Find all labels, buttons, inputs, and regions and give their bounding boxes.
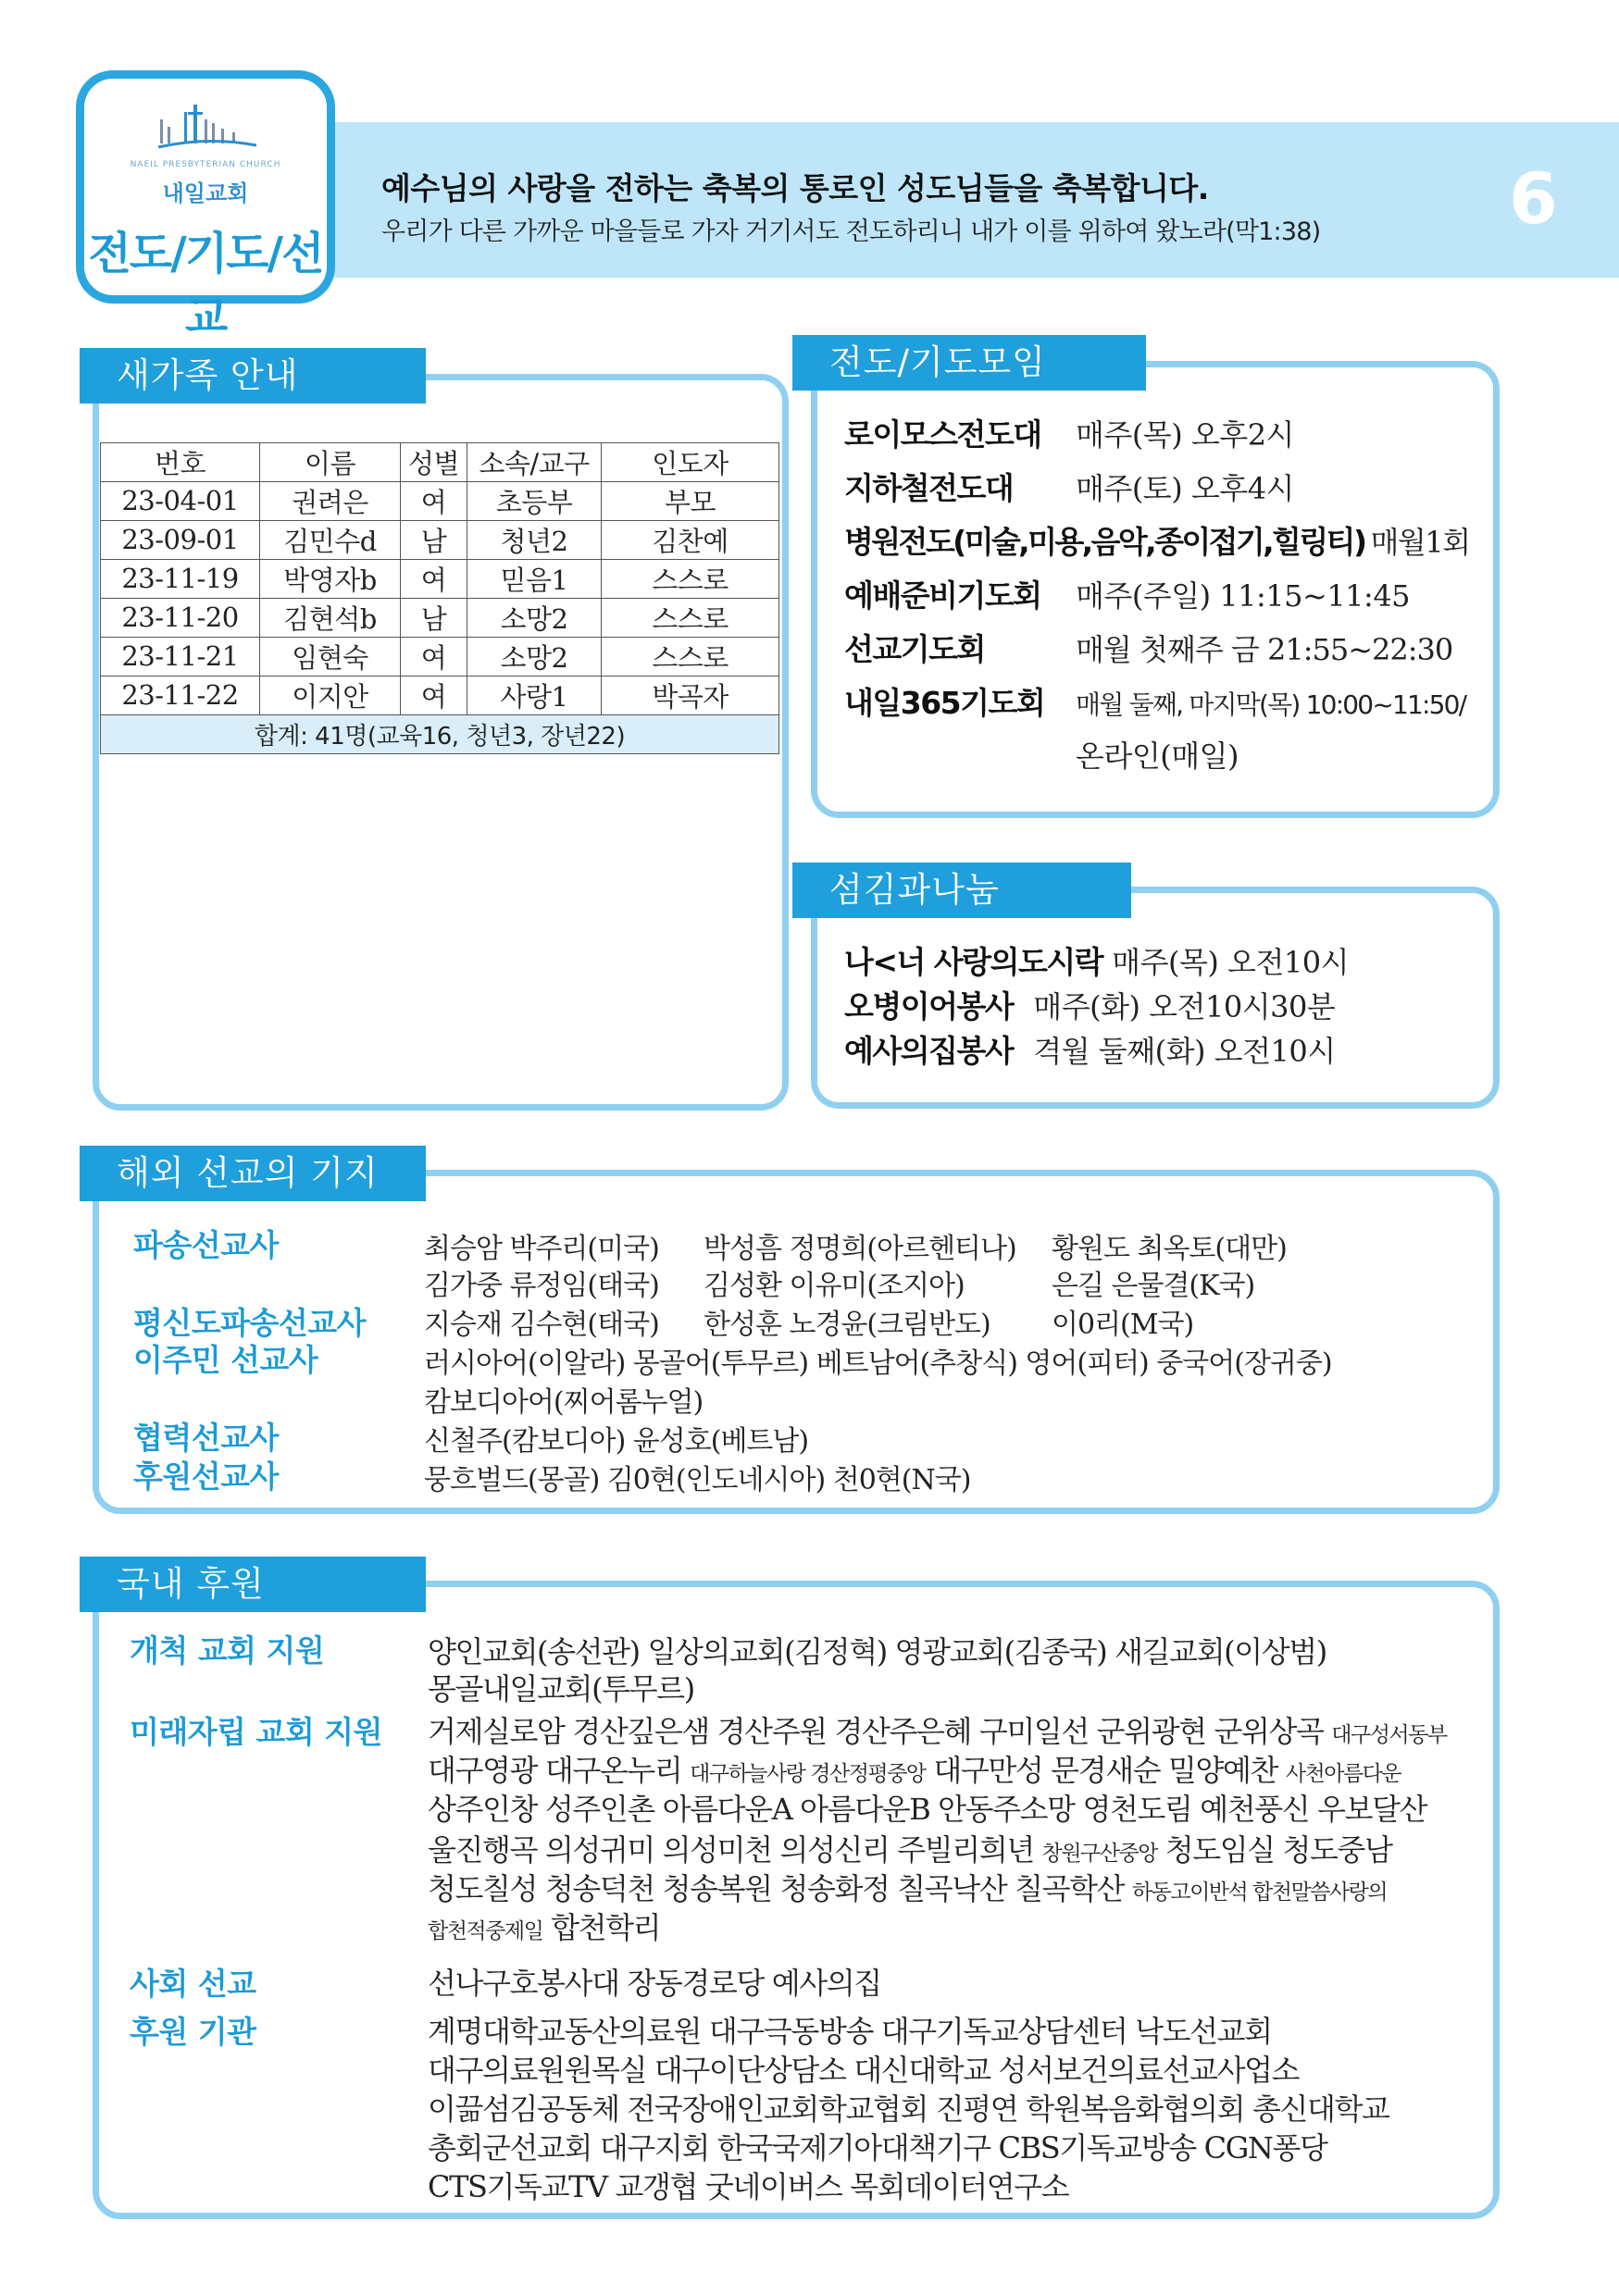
cell-number: 23-09-01: [101, 520, 260, 559]
domestic-tab: 국내 후원: [80, 1557, 426, 1612]
table-row: [101, 481, 779, 520]
missionary-entry: 김가중 류정임(태국): [424, 1270, 659, 1302]
cell-number: 23-11-21: [101, 637, 260, 676]
section-title: 전도/기도/선교: [88, 228, 323, 343]
evangelism-tab: 전도/기도모임: [792, 335, 1146, 391]
missionary-entry: 한성훈 노경윤(크림반도): [704, 1309, 990, 1341]
cell-name: 임현숙: [260, 637, 401, 676]
category-missionaries: 파송선교사: [133, 1227, 279, 1263]
cell-gender: 여: [401, 559, 467, 598]
col-name: 이름: [260, 442, 401, 481]
table-row: [101, 676, 779, 714]
cell-name: 김현석b: [260, 598, 401, 637]
church-logo-box: [76, 70, 335, 343]
cell-guide: 스스로: [602, 637, 779, 676]
header-verse: 우리가 다른 가까운 마을들로 가자 거기서도 전도하리니 내가 이를 위하여 왔노라(막1:38): [381, 217, 1321, 246]
category-lay-missionaries: 평신도파송선교사: [133, 1305, 367, 1341]
cell-number: 23-11-22: [101, 676, 260, 714]
table-row: [101, 520, 779, 559]
supported-missionary-line: 뭉흐벌드(몽골) 김0현(인도네시아) 천0현(N국): [424, 1464, 971, 1496]
partner-missionary-line: 신철주(캄보디아) 윤성호(베트남): [424, 1425, 809, 1458]
page-number: 6: [1509, 157, 1558, 240]
future-church-line: 합천적중제일 합천학리: [428, 1910, 661, 1945]
evangelism-item: 병원전도(미술,미용,음악,종이접기,힐링티) 매월1회: [844, 524, 1470, 560]
evangelism-item: 예배준비기도회 매주(주일) 11:15~11:45: [844, 577, 1411, 614]
missionary-entry: 은길 은물결(K국): [1052, 1270, 1255, 1302]
evangelism-item: 온라인(매일): [1076, 738, 1239, 774]
table-row: [101, 598, 779, 637]
missionary-entry: 김성환 이유미(조지아): [704, 1270, 965, 1302]
future-church-line: 상주인창 성주인촌 아름다운A 아름다운B 안동주소망 영천도림 예천풍신 우보달산: [428, 1792, 1427, 1827]
col-number: 번호: [101, 442, 260, 481]
category-supported-missionaries: 후원선교사: [133, 1458, 279, 1495]
missionary-entry: 이0리(M국): [1052, 1309, 1194, 1341]
category-migrant-missionaries: 이주민 선교사: [133, 1342, 318, 1378]
cell-group: 청년2: [467, 520, 602, 559]
table-total: 합계: 41명(교육16, 청년3, 장년22): [101, 714, 779, 753]
missionary-entry: 최승암 박주리(미국): [424, 1233, 659, 1265]
cell-guide: 김찬예: [602, 520, 779, 559]
cell-group: 소망2: [467, 637, 602, 676]
evangelism-item: 지하철전도대 매주(토) 오후4시: [844, 470, 1294, 506]
cell-group: 초등부: [467, 481, 602, 520]
new-family-table: [100, 435, 779, 754]
missionary-entry: 지승재 김수현(태국): [424, 1309, 659, 1341]
pioneer-line: 몽골내일교회(투무르): [428, 1671, 694, 1706]
support-org-line: 계명대학교동산의료원 대구극동방송 대구기독교상담센터 낙도선교회: [428, 2014, 1272, 2049]
future-church-line: 거제실로암 경산깊은샘 경산주원 경산주은혜 구미일선 군위광현 군위상곡 대구성서동부: [428, 1714, 1447, 1749]
future-church-line: 울진행곡 의성귀미 의성미천 의성신리 주빌리희년 창원구산중앙 청도임실 청도중남: [428, 1832, 1392, 1868]
cell-gender: 여: [401, 637, 467, 676]
cell-guide: 스스로: [602, 559, 779, 598]
church-logo-icon: [156, 99, 258, 155]
cell-gender: 여: [401, 481, 467, 520]
table-row: [101, 559, 779, 598]
cell-group: 믿음1: [467, 559, 602, 598]
cell-number: 23-11-19: [101, 559, 260, 598]
category-support-orgs: 후원 기관: [130, 2014, 256, 2050]
col-group: 소속/교구: [467, 442, 602, 481]
category-future-church: 미래자립 교회 지원: [130, 1714, 383, 1750]
cell-name: 이지안: [260, 676, 401, 714]
cell-guide: 스스로: [602, 598, 779, 637]
logo-name: 내일교회: [162, 180, 249, 206]
cell-gender: 여: [401, 676, 467, 714]
table-total-row: [101, 714, 779, 753]
cell-number: 23-04-01: [101, 481, 260, 520]
evangelism-item: 로이모스전도대 매주(목) 오후2시: [844, 416, 1294, 453]
table-row: [101, 637, 779, 676]
social-mission-line: 선나구호봉사대 장동경로당 예사의집: [428, 1966, 881, 2001]
support-org-line: 총회군선교회 대구지회 한국국제기아대책기구 CBS기독교방송 CGN퐁당: [428, 2130, 1327, 2166]
service-tab: 섬김과나눔: [792, 863, 1131, 918]
support-org-line: 이끎섬김공동체 전국장애인교회학교협회 진평연 학원복음화협의회 총신대학교: [428, 2091, 1389, 2127]
category-social-mission: 사회 선교: [130, 1966, 256, 2002]
cell-name: 박영자b: [260, 559, 401, 598]
cell-gender: 남: [401, 520, 467, 559]
migrant-missionary-line: 러시아어(이알라) 몽골어(투무르) 베트남어(추창식) 영어(피터) 중국어(장귀중): [424, 1347, 1332, 1380]
cell-name: 김민수d: [260, 520, 401, 559]
cell-gender: 남: [401, 598, 467, 637]
pioneer-line: 양인교회(송선관) 일상의교회(김정혁) 영광교회(김종국) 새길교회(이상범): [428, 1634, 1326, 1669]
cell-name: 권려은: [260, 481, 401, 520]
missionary-entry: 황원도 최옥토(대만): [1052, 1233, 1287, 1265]
support-org-line: CTS기독교TV 교갱협 굿네이버스 목회데이터연구소: [428, 2169, 1069, 2204]
cell-group: 사랑1: [467, 676, 602, 714]
cell-group: 소망2: [467, 598, 602, 637]
future-church-line: 대구영광 대구온누리 대구하늘사랑 경산정평중앙 대구만성 문경새순 밀양예찬 사천아름다운: [428, 1753, 1401, 1788]
table-header-row: [101, 442, 779, 481]
cell-guide: 박곡자: [602, 676, 779, 714]
service-item: 예사의집봉사 격월 둘째(화) 오전10시: [844, 1033, 1336, 1069]
col-gender: 성별: [401, 442, 467, 481]
migrant-missionary-line: 캄보디아어(찌어롬누얼): [424, 1386, 704, 1419]
new-family-tab: 새가족 안내: [80, 348, 426, 403]
cell-number: 23-11-20: [101, 598, 260, 637]
service-item: 오병이어봉사 매주(화) 오전10시30분: [844, 988, 1336, 1024]
support-org-line: 대구의료원원목실 대구이단상담소 대신대학교 성서보건의료선교사업소: [428, 2053, 1300, 2088]
evangelism-item: 내일365기도회 매월 둘째, 마지막(목) 10:00~11:50/: [844, 685, 1466, 721]
col-guide: 인도자: [602, 442, 779, 481]
missionary-entry: 박성흠 정명희(아르헨티나): [704, 1233, 1016, 1265]
overseas-tab: 해외 선교의 기지: [80, 1146, 426, 1201]
category-pioneer-church: 개척 교회 지원: [130, 1632, 325, 1669]
logo-small-text: NAEIL PRESBYTERIAN CHURCH: [130, 160, 281, 169]
header-main-text: 예수님의 사랑을 전하는 축복의 통로인 성도님들을 축복합니다.: [381, 170, 1209, 206]
evangelism-item: 선교기도회 매월 첫째주 금 21:55~22:30: [844, 631, 1453, 667]
future-church-line: 청도칠성 청송덕천 청송복원 청송화정 칠곡낙산 칠곡학산 하동고이반석 합천말씀사랑의: [428, 1871, 1388, 1906]
category-partner-missionaries: 협력선교사: [133, 1420, 279, 1456]
cell-guide: 부모: [602, 481, 779, 520]
service-item: 나<너 사랑의도시락 매주(목) 오전10시: [844, 944, 1350, 980]
